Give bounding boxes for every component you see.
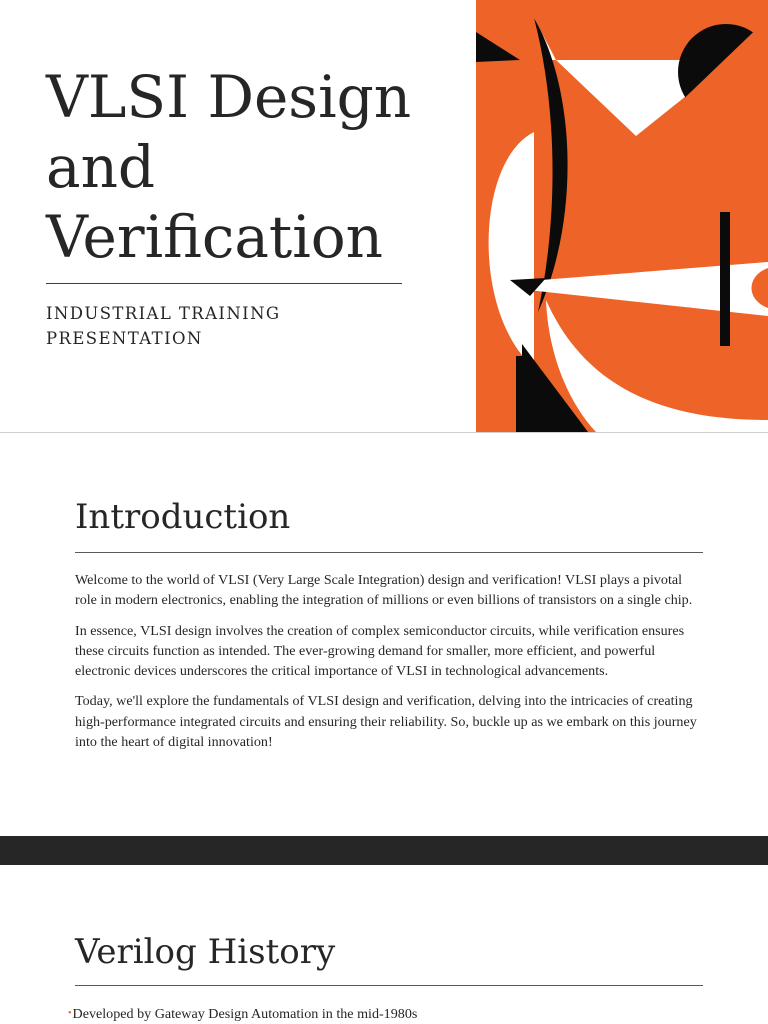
intro-paragraph-1: Welcome to the world of VLSI (Very Large Scale Integration) design and verification! VLSI plays a pivotal role in modern electronics, enabling the integration of millions or even billions of transistors on a single chip.: [75, 572, 693, 609]
title-line-2: and: [46, 133, 156, 201]
introduction-body: [75, 570, 705, 762]
bullet-icon: •: [68, 1008, 72, 1019]
title-line-1: VLSI Design: [46, 63, 412, 131]
presentation-title: [46, 62, 466, 272]
list-item: [68, 1004, 417, 1024]
verilog-history-slide: [0, 865, 768, 1024]
verilog-history-heading: Verilog History: [75, 932, 336, 972]
title-line-3: Verification: [46, 203, 384, 271]
subtitle-line-1: INDUSTRIAL TRAINING: [46, 304, 281, 323]
bullet-text: Developed by Gateway Design Automation in the mid-1980s: [72, 1006, 418, 1022]
history-bullet-list: [68, 1004, 417, 1024]
heading-divider: [75, 985, 703, 986]
intro-paragraph-2: In essence, VLSI design involves the creation of complex semiconductor circuits, while verification ensures these circuits function as intended. The ever-growing demand for smaller, more efficient, and powerful electronic devices underscores the critical importance of VLSI in technological advancements.: [75, 622, 685, 680]
subtitle-line-2: PRESENTATION: [46, 329, 203, 348]
intro-paragraph-3: Today, we'll explore the fundamentals of VLSI design and verification, delving into the intricacies of creating high-performance integrated circuits and ensuring their reliability. So, buckle up as we embark on this journey into the heart of digital innovation!: [75, 693, 697, 751]
slide-separator-band: [0, 836, 768, 865]
heading-divider: [75, 552, 703, 553]
introduction-slide: [0, 433, 768, 836]
title-divider: [46, 283, 402, 284]
introduction-heading: Introduction: [75, 497, 291, 537]
title-slide: [0, 0, 768, 432]
abstract-geometric-artwork-icon: [476, 0, 768, 432]
presentation-subtitle: [46, 301, 281, 351]
